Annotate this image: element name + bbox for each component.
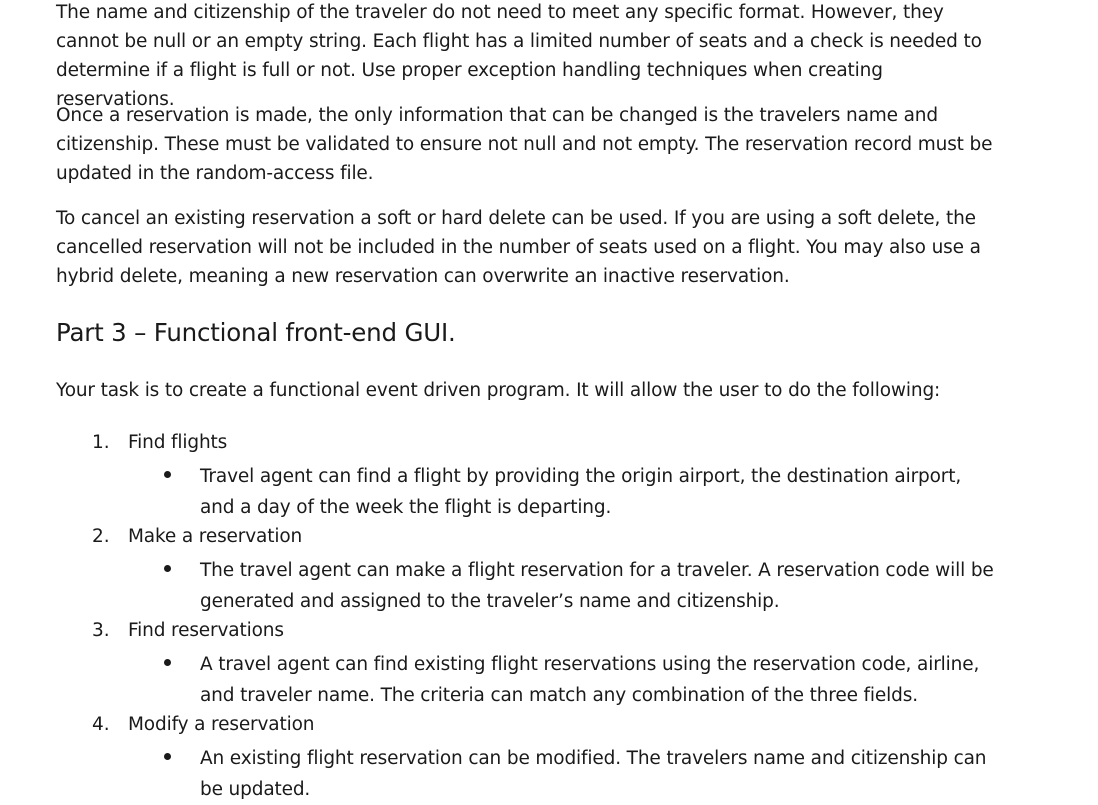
paragraph-validation: The name and citizenship of the traveler do not need to meet any specific format. However, they cannot be null or an empty string. Each flight has a limited number of seats and a check is needed to determine if a flight is full or not. Use proper exception handling techniques when creating reservations. bbox=[56, 2, 982, 110]
list-item-number: 2. bbox=[92, 526, 110, 547]
list-item-number: 3. bbox=[92, 620, 110, 641]
list-item bbox=[56, 522, 996, 553]
list-item-label: Modify a reservation bbox=[128, 714, 315, 735]
list-item-label: Find reservations bbox=[128, 620, 284, 641]
list-subitem bbox=[56, 459, 996, 522]
section-heading: Part 3 – Functional front-end GUI. bbox=[56, 318, 456, 347]
list-subitem-text: An existing flight reservation can be modified. The travelers name and citizenship can be updated. bbox=[200, 748, 987, 800]
list-subitem-text: The travel agent can make a flight reservation for a traveler. A reservation code will be generated and assigned to the traveler’s name and citizenship. bbox=[200, 560, 994, 612]
list-item-number: 4. bbox=[92, 714, 110, 735]
section-intro: Your task is to create a functional event driven program. It will allow the user to do the following: bbox=[56, 380, 941, 401]
bullet-icon bbox=[164, 753, 171, 760]
list-subitem bbox=[56, 647, 996, 710]
task-list bbox=[56, 428, 996, 804]
list-item-label: Find flights bbox=[128, 432, 228, 453]
list-item-number: 1. bbox=[92, 432, 110, 453]
bullet-icon bbox=[164, 471, 171, 478]
list-item-label: Make a reservation bbox=[128, 526, 303, 547]
paragraph-modification: Once a reservation is made, the only information that can be changed is the travelers name and citizenship. These must be validated to ensure not null and not empty. The reservation record must be updated in the random-access file. bbox=[56, 105, 993, 184]
list-subitem-text: Travel agent can find a flight by providing the origin airport, the destination airport, and a day of the week the flight is departing. bbox=[200, 466, 962, 518]
list-item bbox=[56, 710, 996, 741]
list-item bbox=[56, 428, 996, 459]
list-subitem bbox=[56, 553, 996, 616]
bullet-icon bbox=[164, 565, 171, 572]
paragraph-cancellation: To cancel an existing reservation a soft or hard delete can be used. If you are using a soft delete, the cancelled reservation will not be included in the number of seats used on a flight. You may also use a hybrid delete, meaning a new reservation can overwrite an inactive reservation. bbox=[56, 208, 981, 287]
list-subitem bbox=[56, 741, 996, 804]
list-subitem-text: A travel agent can find existing flight reservations using the reservation code, airline, and traveler name. The criteria can match any combination of the three fields. bbox=[200, 654, 980, 706]
bullet-icon bbox=[164, 659, 171, 666]
list-item bbox=[56, 616, 996, 647]
